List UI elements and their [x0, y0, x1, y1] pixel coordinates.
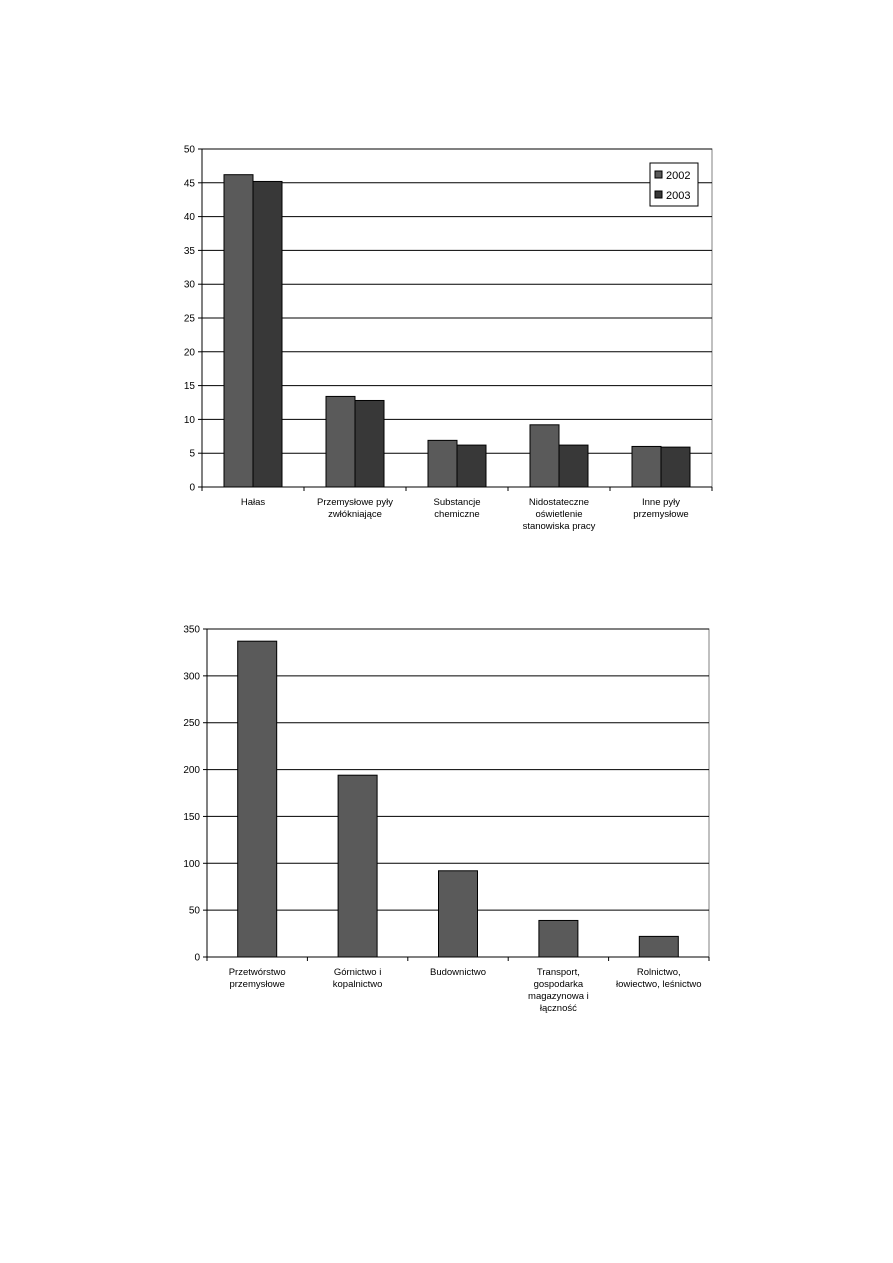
x-category-label: przemysłowe [633, 509, 689, 520]
x-category-label: łączność [539, 1003, 577, 1014]
x-category-label: łowiectwo, leśnictwo [616, 979, 702, 990]
y-tick-label: 45 [183, 178, 195, 190]
x-category-label: Substancje [433, 497, 481, 508]
bar-2003-5 [661, 447, 690, 487]
x-category-label: Górnictwo i [333, 967, 382, 978]
y-tick-label: 150 [183, 811, 200, 823]
legend-label-2003: 2003 [666, 190, 691, 202]
y-tick-label: 40 [183, 212, 195, 224]
y-tick-label: 0 [189, 482, 195, 494]
bar-1 [238, 641, 277, 957]
legend-label-2002: 2002 [666, 170, 691, 182]
x-category-label: Budownictwo [430, 967, 486, 978]
x-category-label: Przetwórstwo [228, 967, 286, 978]
y-tick-label: 35 [183, 245, 195, 257]
y-tick-label: 200 [183, 765, 200, 777]
chart-sectors-svg [165, 618, 717, 1020]
bar-2002-1 [224, 175, 253, 487]
bar-2002-2 [326, 396, 355, 487]
y-tick-label: 20 [183, 347, 195, 359]
y-tick-label: 300 [183, 671, 200, 683]
y-tick-label: 10 [183, 414, 195, 426]
y-tick-label: 5 [189, 448, 195, 460]
y-tick-label: 50 [188, 905, 200, 917]
y-tick-label: 25 [183, 313, 195, 325]
y-tick-label: 15 [183, 381, 195, 393]
x-category-label: Rolnictwo, [636, 967, 681, 978]
bar-chart-sectors [165, 618, 717, 1020]
bar-2002-5 [632, 446, 661, 487]
x-category-label: chemiczne [434, 509, 480, 520]
y-tick-label: 100 [183, 858, 200, 870]
bar-5 [639, 936, 678, 957]
x-category-label: zwłókniające [328, 509, 382, 520]
bar-2003-4 [559, 445, 588, 487]
bar-2002-4 [530, 425, 559, 487]
y-tick-label: 0 [194, 952, 200, 964]
x-category-label: Hałas [240, 497, 266, 508]
x-category-label: stanowiska pracy [522, 521, 596, 532]
x-category-label: Inne pyły [641, 497, 681, 508]
bar-3 [439, 871, 478, 957]
bar-2003-1 [253, 181, 282, 487]
legend-swatch-2002 [655, 171, 662, 178]
y-tick-label: 30 [183, 279, 195, 291]
x-category-label: Transport, [536, 967, 580, 978]
y-tick-label: 350 [183, 624, 200, 636]
x-category-label: gospodarka [533, 979, 584, 990]
bar-2 [338, 775, 377, 957]
x-category-label: oświetlenie [535, 509, 583, 520]
x-category-label: przemysłowe [229, 979, 285, 990]
bar-2002-3 [428, 440, 457, 487]
bar-4 [539, 920, 578, 957]
y-tick-label: 50 [183, 144, 195, 156]
bar-2003-2 [355, 400, 384, 487]
chart-hazards-svg [165, 138, 717, 540]
legend-swatch-2003 [655, 191, 662, 198]
y-tick-label: 250 [183, 718, 200, 730]
bar-chart-hazards [165, 138, 717, 540]
x-category-label: kopalnictwo [332, 979, 383, 990]
bar-2003-3 [457, 445, 486, 487]
x-category-label: Przemysłowe pyły [316, 497, 394, 508]
x-category-label: magazynowa i [528, 991, 589, 1002]
x-category-label: Nidostateczne [528, 497, 590, 508]
